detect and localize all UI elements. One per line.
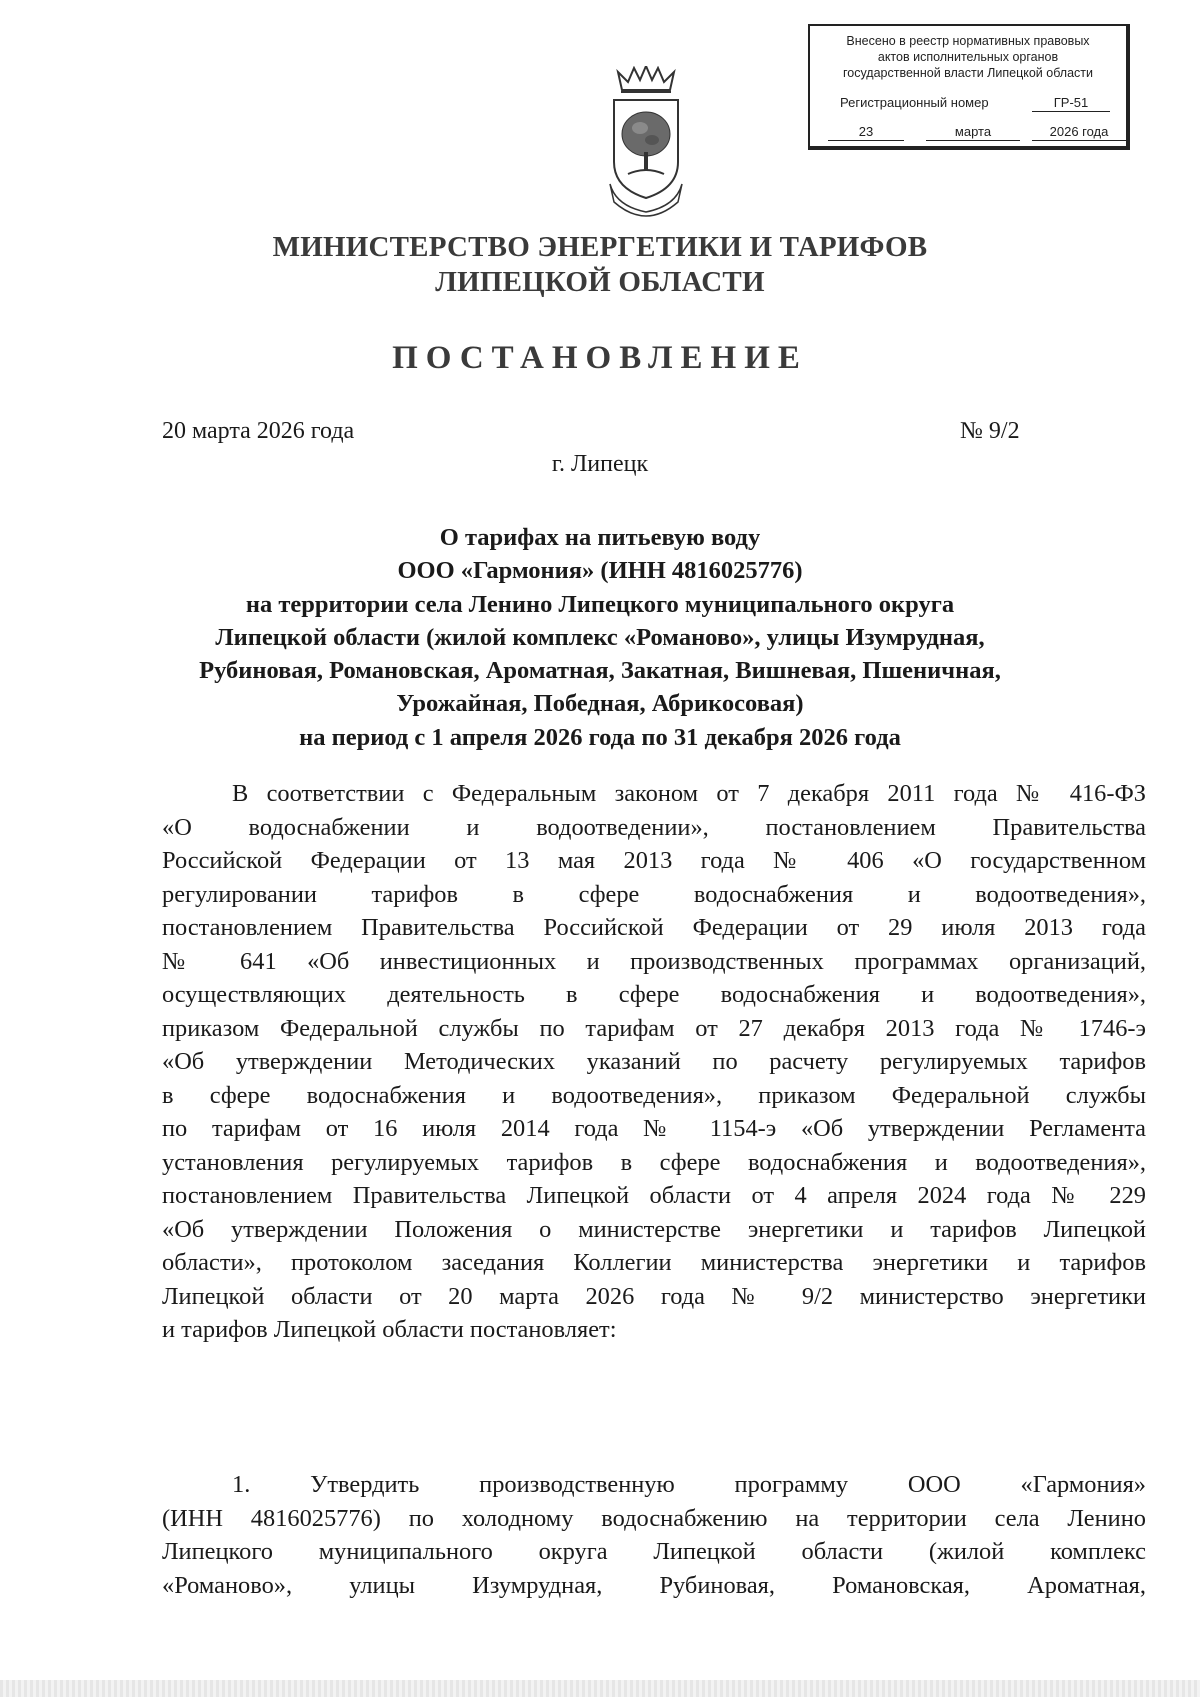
subject-line: О тарифах на питьевую воду — [439, 524, 761, 551]
stamp-reg-number: ГР-51 — [1032, 95, 1110, 112]
document-type: ПОСТАНОВЛЕНИЕ — [392, 340, 808, 376]
subject-line: Урожайная, Победная, Абрикосовая) — [396, 690, 804, 718]
text-line: регулировании тарифов в сфере водоснабжения и водоотведения», — [162, 880, 1146, 908]
text-line: и тарифов Липецкой области постановляет: — [162, 1316, 617, 1343]
stamp-date-month: марта — [926, 124, 1020, 141]
text-line: осуществляющих деятельность в сфере водоснабжения и водоотведения», — [162, 981, 1146, 1008]
stamp-line: Внесено в реестр нормативных правовых — [846, 34, 1090, 48]
text-line: «Об утверждении Положения о министерстве энергетики и тарифов Липецкой — [162, 1215, 1146, 1243]
subject-line: Рубиновая, Романовская, Ароматная, Закатная, Вишневая, Пшеничная, — [199, 657, 1001, 685]
text-line: области», протоколом заседания Коллегии министерства энергетики и тарифов — [162, 1249, 1146, 1276]
text-line: постановлением Правительства Российской Федерации от 29 июля 2013 года — [162, 914, 1146, 941]
subject-line: ООО «Гармония» (ИНН 4816025776) — [397, 557, 803, 585]
ministry-name — [0, 230, 1200, 300]
text-line: постановлением Правительства Липецкой области от 4 апреля 2024 года № 229 — [162, 1182, 1146, 1209]
text-line: «Об утверждении Методических указаний по расчету регулируемых тарифов — [162, 1048, 1146, 1075]
ministry-line: ЛИПЕЦКОЙ ОБЛАСТИ — [435, 266, 765, 298]
subject-line: Липецкой области (жилой комплекс «Романово», улицы Изумрудная, — [215, 623, 985, 651]
text-line: установления регулируемых тарифов в сфере водоснабжения и водоотведения», — [162, 1148, 1146, 1176]
stamp-reg-label: Регистрационный номер — [840, 95, 989, 110]
decree-subject — [0, 521, 1200, 754]
stamp-date-year: 2026 года — [1032, 124, 1126, 141]
decree-city: г. Липецк — [551, 451, 649, 477]
text-line: Российской Федерации от 13 мая 2013 года № 406 «О государственном — [162, 847, 1146, 874]
text-line: № 641 «Об инвестиционных и производственных программах организаций, — [162, 947, 1146, 975]
stamp-date-day: 23 — [828, 124, 904, 141]
stamp-line: актов исполнительных органов — [877, 50, 1059, 64]
item-1-paragraph — [162, 1468, 1146, 1602]
preamble-paragraph — [162, 777, 1146, 1347]
ministry-line: МИНИСТЕРСТВО ЭНЕРГЕТИКИ И ТАРИФОВ — [272, 231, 928, 263]
text-line: Липецкого муниципального округа Липецкой области (жилой комплекс — [162, 1538, 1146, 1565]
text-line: «Романово», улицы Изумрудная, Рубиновая, Романовская, Ароматная, — [162, 1571, 1146, 1599]
subject-line: на территории села Ленино Липецкого муниципального округа — [245, 590, 955, 618]
text-line: Липецкой области от 20 марта 2026 года № 9/2 министерство энергетики — [162, 1282, 1146, 1310]
subject-line: на период с 1 апреля 2026 года по 31 декабря 2026 года — [299, 723, 901, 751]
text-line: 1. Утвердить производственную программу ООО «Гармония» — [232, 1471, 1146, 1498]
lipetsk-coat-of-arms-icon — [606, 66, 686, 218]
stamp-line: государственной власти Липецкой области — [842, 66, 1094, 80]
text-line: по тарифам от 16 июля 2014 года № 1154-э «Об утверждении Регламента — [162, 1115, 1146, 1142]
text-line: «О водоснабжении и водоотведении», постановлением Правительства — [162, 813, 1146, 841]
text-line: приказом Федеральной службы по тарифам от 27 декабря 2013 года № 1746-э — [162, 1014, 1146, 1042]
text-line: В соответствии с Федеральным законом от 7 декабря 2011 года № 416-ФЗ — [232, 780, 1146, 807]
decree-number: № 9/2 — [960, 418, 1020, 444]
decree-date: 20 марта 2026 года — [162, 418, 355, 444]
scan-edge — [0, 1680, 1200, 1697]
text-line: в сфере водоснабжения и водоотведения», приказом Федеральной службы — [162, 1081, 1146, 1109]
registration-stamp — [808, 24, 1130, 150]
text-line: (ИНН 4816025776) по холодному водоснабжению на территории села Ленино — [162, 1504, 1146, 1532]
